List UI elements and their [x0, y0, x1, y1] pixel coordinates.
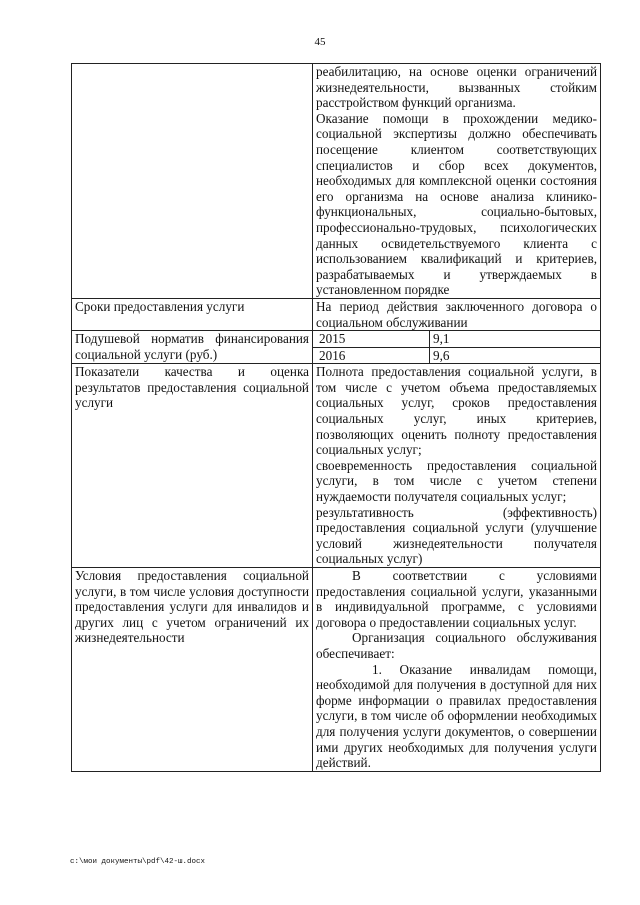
paragraph: На период действия заключенного договора о социальном обслуживании: [316, 298, 597, 330]
row-label: Условия предоставления социальной услуги, в том числе условия доступности предоставления услуги для инвалидов и других лиц с учетом ограничений их жизнедеятельности: [72, 568, 313, 772]
year-cell: 2015: [316, 331, 430, 347]
value-cell: 9,6: [433, 347, 450, 363]
table-row: [72, 364, 601, 568]
paragraph: реабилитацию, на основе оценки ограничений жизнедеятельности, вызванных стойким расстройством функций организма.: [316, 64, 597, 111]
row-content: [313, 298, 601, 330]
table-row: [72, 298, 601, 330]
paragraph: Полнота предоставления социальной услуги, в том числе с учетом объема предоставляемых социальных услуг, сроков предоставления социальных услуг, иных критериев, позволяющих оценить полноту предоставления социальных услуг;: [316, 364, 597, 458]
row-label: Сроки предоставления услуги: [72, 298, 313, 330]
year-row: [313, 331, 601, 348]
table-row: [72, 64, 601, 299]
paragraph: Организация социального обслуживания обеспечивает:: [316, 630, 597, 661]
service-table: [71, 63, 601, 772]
value-cell: 9,1: [433, 331, 450, 347]
row-content: [313, 568, 601, 772]
paragraph: В соответствии с условиями предоставления социальной услуги, указанными в индивидуальной программе, с условиями договора о предоставлении социальных услуг.: [316, 568, 597, 630]
year-row: [313, 347, 601, 364]
table-row: [72, 331, 601, 348]
paragraph: Оказание помощи в прохождении медико-социальной экспертизы должно обеспечивать посещение клиентом соответствующих специалистов и сбор всех документов, необходимых для комплексной оценки состояния его организма на основе анализа клинико-функциональных, социально-бытовых, профессионально-трудовых, психологических данных освидетельствуемого клиента с использованием квалификаций и критериев, разрабатываемых и утверждаемых в установленном порядке: [316, 110, 597, 298]
page-number: 45: [314, 36, 326, 48]
row-label: Показатели качества и оценка результатов предоставления социальной услуги: [72, 364, 313, 568]
footer-file-path: c:\мои документы\pdf\42-ш.docx: [70, 858, 206, 866]
paragraph: своевременность предоставления социальной услуги, в том числе с учетом степени нуждаемости получателя социальных услуг;: [316, 457, 597, 505]
row-content: [313, 364, 601, 568]
table-row: [72, 568, 601, 772]
row-content: [313, 64, 601, 299]
row-label: [72, 64, 313, 299]
row-label: Подушевой норматив финансирования социальной услуги (руб.): [72, 331, 313, 364]
year-cell: 2016: [316, 348, 430, 364]
paragraph: 1. Оказание инвалидам помощи, необходимой для получения в доступной для них форме информации о правилах предоставления услуги, в том числе об оформлении необходимых для получения услуги документов, о совершении ими других необходимых для получения услуги действий.: [316, 661, 597, 771]
paragraph: результативность (эффективность) предоставления социальной услуги (улучшение условий жизнедеятельности получателя социальных услуг): [316, 504, 597, 567]
